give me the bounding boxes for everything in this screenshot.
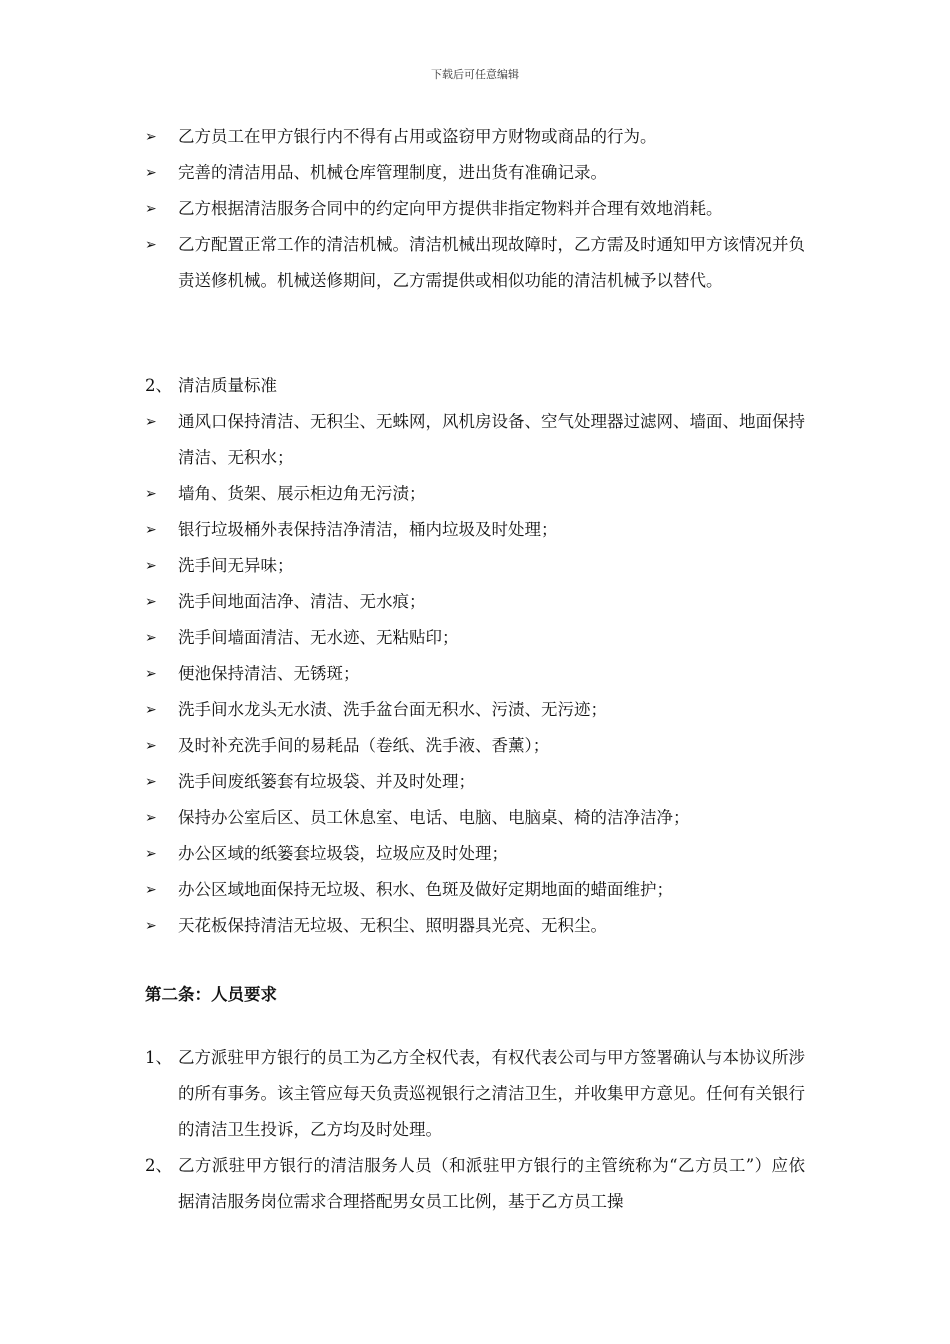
section-number: 2、 [145, 376, 172, 395]
list-item [145, 548, 805, 584]
list-item-text: 洗手间无异味； [178, 556, 294, 575]
list-item [145, 872, 805, 908]
paragraph-number: 1、 [145, 1048, 172, 1067]
numbered-paragraph [145, 1148, 805, 1220]
numbered-paragraph [145, 1040, 805, 1148]
arrow-bullet-icon: ➢ [145, 810, 157, 826]
list-item-text: 洗手间墙面清洁、无水迹、无粘贴印； [178, 628, 459, 647]
list-item [145, 476, 805, 512]
section-title: 清洁质量标准 [178, 376, 277, 395]
list-item [145, 908, 805, 944]
list-item [145, 656, 805, 692]
arrow-bullet-icon: ➢ [145, 666, 157, 682]
list-item-text: 天花板保持清洁无垃圾、无积尘、照明器具光亮、无积尘。 [178, 916, 607, 935]
paragraph-text: 乙方派驻甲方银行的清洁服务人员（和派驻甲方银行的主管统称为“乙方员工”）应依据清洁服务岗位需求合理搭配男女员工比例，基于乙方员工操 [178, 1156, 805, 1211]
list-item-text: 洗手间水龙头无水渍、洗手盆台面无积水、污渍、无污迹； [178, 700, 607, 719]
list-item-text: 及时补充洗手间的易耗品（卷纸、洗手液、香薰）； [178, 736, 550, 755]
list-item [145, 227, 805, 299]
arrow-bullet-icon: ➢ [145, 738, 157, 754]
page-header: 下载后可任意编辑 [431, 68, 519, 81]
list-item [145, 191, 805, 227]
list-item-text: 便池保持清洁、无锈斑； [178, 664, 360, 683]
list-item [145, 119, 805, 155]
section-quality-standards [145, 368, 805, 944]
list-item-text: 通风口保持清洁、无积尘、无蛛网，风机房设备、空气处理器过滤网、墙面、地面保持清洁、无积水； [178, 412, 805, 467]
list-item [145, 800, 805, 836]
arrow-bullet-icon: ➢ [145, 129, 157, 145]
arrow-bullet-icon: ➢ [145, 630, 157, 646]
arrow-bullet-icon: ➢ [145, 486, 157, 502]
paragraph-number: 2、 [145, 1156, 172, 1175]
arrow-bullet-icon: ➢ [145, 522, 157, 538]
arrow-bullet-icon: ➢ [145, 702, 157, 718]
article-heading: 第二条：人员要求 [145, 985, 277, 1004]
list-item [145, 728, 805, 764]
paragraph-text: 乙方派驻甲方银行的员工为乙方全权代表，有权代表公司与甲方签署确认与本协议所涉的所有事务。该主管应每天负责巡视银行之清洁卫生，并收集甲方意见。任何有关银行的清洁卫生投诉，乙方均及时处理。 [178, 1048, 805, 1139]
arrow-bullet-icon: ➢ [145, 414, 157, 430]
list-item-text: 洗手间废纸篓套有垃圾袋、并及时处理； [178, 772, 475, 791]
arrow-bullet-icon: ➢ [145, 558, 157, 574]
list-item-text: 墙角、货架、展示柜边角无污渍； [178, 484, 426, 503]
list-item [145, 512, 805, 548]
arrow-bullet-icon: ➢ [145, 846, 157, 862]
list-item [145, 836, 805, 872]
arrow-bullet-icon: ➢ [145, 918, 157, 934]
list-item-text: 银行垃圾桶外表保持洁净清洁，桶内垃圾及时处理； [178, 520, 558, 539]
arrow-bullet-icon: ➢ [145, 237, 157, 253]
list-item [145, 404, 805, 476]
arrow-bullet-icon: ➢ [145, 882, 157, 898]
list-item [145, 692, 805, 728]
top-bullet-list [145, 119, 805, 299]
list-item [145, 584, 805, 620]
list-item-text: 完善的清洁用品、机械仓库管理制度，进出货有准确记录。 [178, 163, 607, 182]
list-item-text: 保持办公室后区、员工休息室、电话、电脑、电脑桌、椅的洁净洁净； [178, 808, 690, 827]
list-item [145, 620, 805, 656]
arrow-bullet-icon: ➢ [145, 594, 157, 610]
list-item-text: 办公区域地面保持无垃圾、积水、色斑及做好定期地面的蜡面维护； [178, 880, 673, 899]
arrow-bullet-icon: ➢ [145, 201, 157, 217]
list-item-text: 乙方员工在甲方银行内不得有占用或盗窃甲方财物或商品的行为。 [178, 127, 657, 146]
list-item-text: 乙方配置正常工作的清洁机械。清洁机械出现故障时，乙方需及时通知甲方该情况并负责送修机械。机械送修期间，乙方需提供或相似功能的清洁机械予以替代。 [178, 235, 805, 290]
list-item-text: 办公区域的纸篓套垃圾袋，垃圾应及时处理； [178, 844, 508, 863]
arrow-bullet-icon: ➢ [145, 165, 157, 181]
list-item-text: 乙方根据清洁服务合同中的约定向甲方提供非指定物料并合理有效地消耗。 [178, 199, 723, 218]
list-item [145, 764, 805, 800]
arrow-bullet-icon: ➢ [145, 774, 157, 790]
section-title-row [145, 368, 805, 404]
list-item [145, 155, 805, 191]
article-items [145, 1040, 805, 1220]
list-item-text: 洗手间地面洁净、清洁、无水痕； [178, 592, 426, 611]
